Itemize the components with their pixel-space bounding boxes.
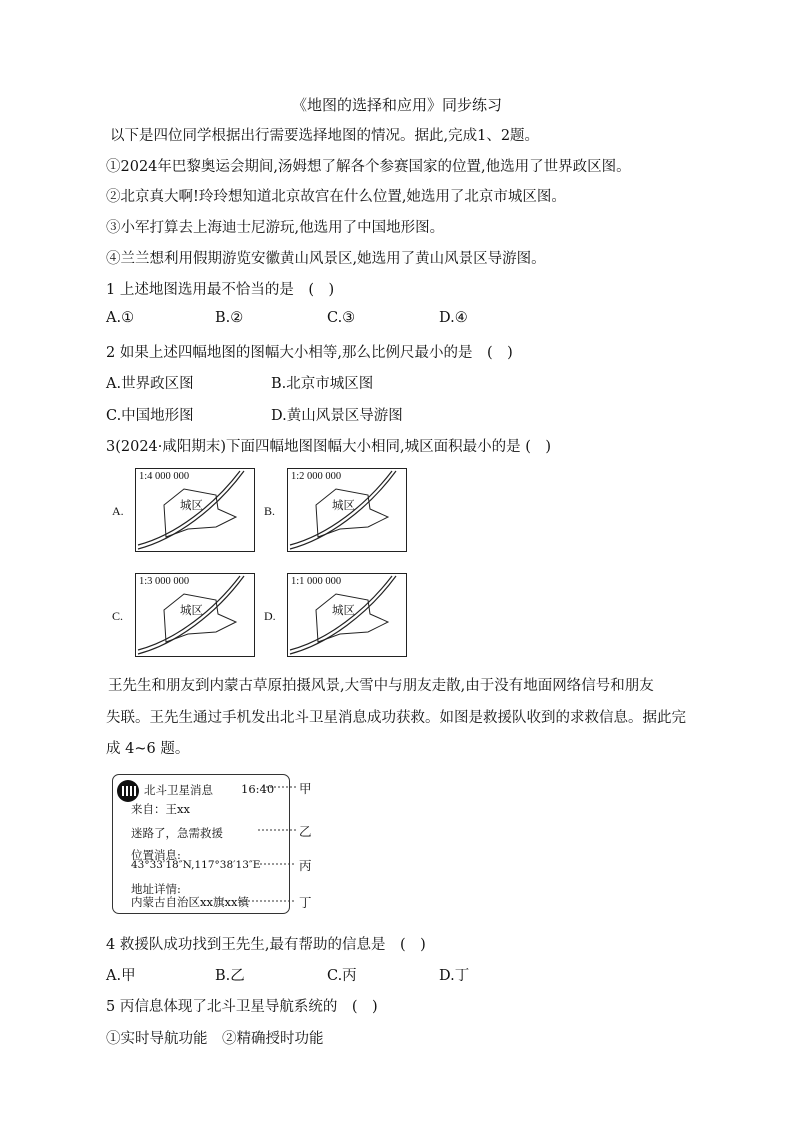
q2-option-b: B.北京市城区图 (271, 376, 374, 392)
label-jia: 甲 (299, 781, 312, 796)
passage-line-2: 失联。王先生通过手机发出北斗卫星消息成功获救。如图是救援队收到的求救信息。据此完 (106, 710, 686, 726)
statement-4: ④兰兰想利用假期游览安徽黄山风景区,她选用了黄山风景区导游图。 (106, 251, 546, 267)
map-a-letter: A. (112, 504, 124, 518)
map-d (287, 573, 407, 657)
label-bing: 丙 (299, 858, 312, 873)
page-title: 《地图的选择和应用》同步练习 (291, 96, 502, 114)
map-c-scale: 1:3 000 000 (139, 576, 190, 587)
q4-option-c: C.丙 (327, 968, 357, 984)
statement-2: ②北京真大啊!玲玲想知道北京故宫在什么位置,她选用了北京市城区图。 (106, 189, 566, 205)
map-b-letter: B. (264, 504, 276, 518)
message-header: 北斗卫星消息 (144, 783, 213, 797)
map-b (287, 468, 407, 552)
beidou-message-card (112, 774, 290, 914)
map-a-scale: 1:4 000 000 (139, 471, 190, 482)
label-ding: 丁 (299, 895, 312, 910)
q2-option-c: C.中国地形图 (106, 408, 194, 424)
message-body: 迷路了，急需救援 (131, 826, 223, 840)
map-b-scale: 1:2 000 000 (291, 471, 342, 482)
map-d-scale: 1:1 000 000 (291, 576, 342, 587)
address-value: 内蒙古自治区xx旗xx镇 (131, 895, 249, 909)
address-label: 地址详情: (131, 882, 181, 896)
passage-line-3: 成 4~6 题。 (106, 741, 190, 757)
map-c-city-label: 城区 (180, 603, 203, 617)
location-label: 位置消息: (131, 848, 181, 862)
q5-choices: ①实时导航功能 ②精确授时功能 (106, 1031, 324, 1047)
statement-3: ③小军打算去上海迪士尼游玩,他选用了中国地形图。 (106, 220, 445, 236)
question-1: 1 上述地图选用最不恰当的是 ( ) (106, 282, 335, 298)
map-a-city-label: 城区 (180, 498, 203, 512)
map-a (135, 468, 255, 552)
map-c (135, 573, 255, 657)
q4-option-b: B.乙 (215, 968, 245, 984)
question-3: 3(2024·咸阳期末)下面四幅地图图幅大小相同,城区面积最小的是 ( ) (106, 439, 552, 455)
message-time: 16:40 (241, 782, 275, 796)
map-b-city-label: 城区 (332, 498, 355, 512)
q2-option-a: A.世界政区图 (106, 376, 194, 392)
message-from: 来自：王xx (131, 802, 190, 816)
question-5: 5 丙信息体现了北斗卫星导航系统的 ( ) (106, 999, 378, 1015)
q4-option-d: D.丁 (439, 968, 470, 984)
q2-option-d: D.黄山风景区导游图 (271, 408, 403, 424)
question-4: 4 救援队成功找到王先生,最有帮助的信息是 ( ) (106, 937, 426, 953)
label-yi: 乙 (299, 824, 312, 839)
map-d-letter: D. (264, 609, 276, 623)
satellite-icon (117, 780, 139, 802)
question-2: 2 如果上述四幅地图的图幅大小相等,那么比例尺最小的是 ( ) (106, 345, 513, 361)
passage-line-1: 王先生和朋友到内蒙古草原拍摄风景,大雪中与朋友走散,由于没有地面网络信号和朋友 (108, 678, 654, 694)
q1-option-a: A.① (106, 310, 135, 326)
intro-text: 以下是四位同学根据出行需要选择地图的情况。据此,完成1、2题。 (110, 128, 540, 144)
map-c-letter: C. (112, 609, 124, 623)
q1-option-c: C.③ (327, 310, 356, 326)
q1-option-b: B.② (215, 310, 244, 326)
q1-option-d: D.④ (439, 310, 468, 326)
map-d-city-label: 城区 (332, 603, 355, 617)
location-value: 43°33′18″N,117°38′13″E (131, 859, 261, 871)
statement-1: ①2024年巴黎奥运会期间,汤姆想了解各个参赛国家的位置,他选用了世界政区图。 (106, 159, 631, 175)
q4-option-a: A.甲 (106, 968, 136, 984)
